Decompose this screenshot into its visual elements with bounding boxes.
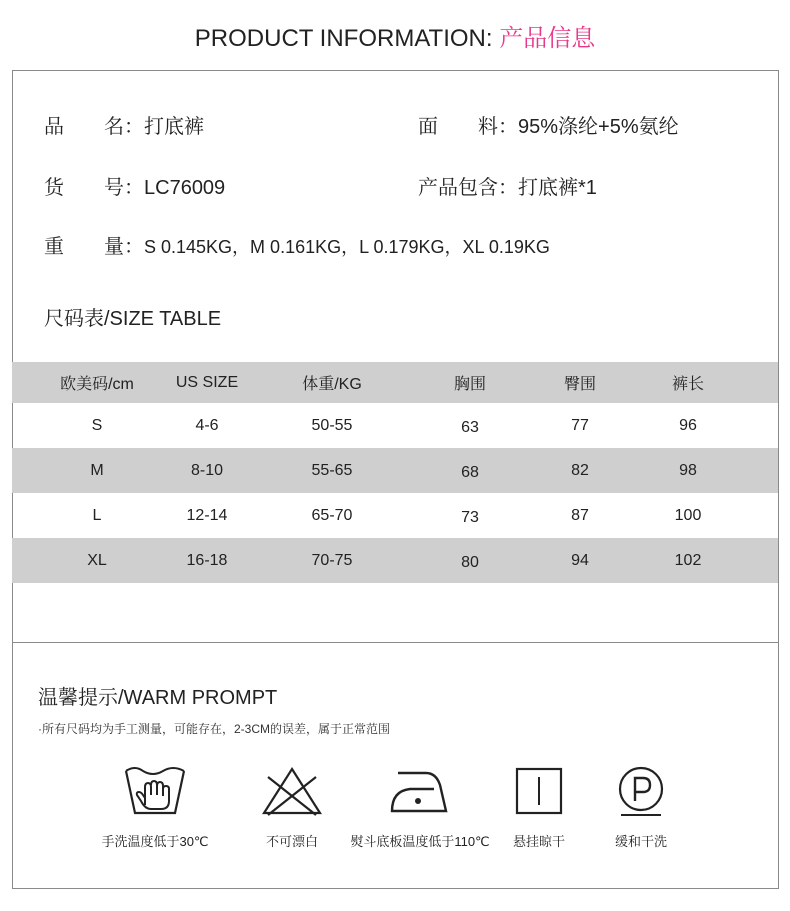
table-cell: 80: [461, 553, 479, 571]
header-cell: US SIZE: [175, 373, 239, 391]
table-cell: 100: [674, 506, 702, 524]
measurement-note: ·所有尺码均为手工测量，可能存在，2-3CM的误差，属于正常范围: [38, 722, 391, 736]
header-cell: 胸围: [453, 376, 486, 393]
table-cell: 4-6: [195, 416, 219, 434]
table-cell: 65-70: [311, 506, 353, 524]
table-cell: XL: [87, 551, 107, 569]
care-label: 悬挂晾干: [512, 834, 565, 849]
table-header-row: [12, 362, 778, 403]
table-cell: S: [91, 416, 103, 434]
section-divider: [12, 642, 779, 643]
info-fabric: [418, 110, 679, 139]
table-cell: 102: [674, 551, 702, 569]
table-row: [12, 493, 778, 538]
hand-wash-icon: [123, 765, 187, 817]
table-cell: 68: [461, 463, 479, 481]
care-label: 手洗温度低于30℃: [101, 834, 209, 849]
table-row: [12, 403, 778, 448]
care-item-gentle-dry-clean: [586, 765, 696, 850]
table-cell: 73: [461, 508, 479, 526]
title-cn: 产品信息: [499, 25, 596, 52]
size-table: [12, 362, 778, 583]
table-cell: 82: [571, 461, 589, 479]
package-value: 打底裤*1: [518, 177, 597, 199]
header-cell: 欧美码/cm: [60, 376, 134, 393]
sku-value: LC76009: [144, 177, 226, 199]
header-cell: 臀围: [563, 376, 596, 393]
fabric-label: 面 料：: [418, 116, 518, 138]
fabric-value: 95%涤纶+5%氨纶: [518, 116, 679, 138]
table-cell: 70-75: [311, 551, 353, 569]
table-cell: 12-14: [186, 506, 228, 524]
table-cell: 96: [679, 416, 697, 434]
table-cell: 87: [571, 506, 589, 524]
warm-prompt-title: 温馨提示/WARM PROMPT: [38, 687, 278, 709]
care-item-no-bleach: [237, 765, 347, 850]
size-table-title: 尺码表/SIZE TABLE: [44, 308, 222, 330]
info-name: [44, 110, 204, 139]
table-cell: M: [90, 461, 104, 479]
package-label: 产品包含：: [418, 177, 518, 199]
gentle-dry-clean-icon: [609, 765, 673, 817]
name-value: 打底裤: [144, 116, 204, 138]
info-sku: [44, 171, 225, 200]
hang-dry-icon: [507, 765, 571, 817]
header-cell: 裤长: [671, 376, 704, 393]
table-cell: 50-55: [311, 416, 353, 434]
table-cell: 94: [571, 551, 589, 569]
no-bleach-icon: [260, 765, 324, 817]
care-label: 不可漂白: [265, 834, 318, 849]
care-item-hand-wash: [100, 765, 210, 850]
table-row: [12, 448, 778, 493]
iron-icon: [388, 765, 452, 817]
table-cell: 63: [461, 418, 479, 436]
care-item-iron: [345, 765, 495, 850]
info-package: [418, 171, 597, 200]
table-cell: 16-18: [186, 551, 228, 569]
header-cell: 体重/KG: [302, 376, 362, 393]
sku-label: 货 号：: [44, 177, 144, 199]
care-label: 熨斗底板温度低于110℃: [350, 834, 490, 849]
name-label: 品 名：: [44, 116, 144, 138]
table-cell: 77: [571, 416, 589, 434]
care-label: 缓和干洗: [614, 834, 667, 849]
weight-label: 重 量：: [44, 236, 144, 258]
table-row: [12, 538, 778, 583]
table-cell: 55-65: [311, 461, 353, 479]
title-en: PRODUCT INFORMATION:: [194, 25, 493, 52]
page-title: [0, 18, 790, 53]
table-cell: 8-10: [190, 461, 224, 479]
info-weight: [44, 230, 550, 259]
table-cell: L: [92, 506, 102, 524]
table-cell: 98: [679, 461, 697, 479]
weight-value: S 0.145KG，M 0.161KG，L 0.179KG，XL 0.19KG: [144, 237, 550, 257]
care-item-hang-dry: [484, 765, 594, 850]
